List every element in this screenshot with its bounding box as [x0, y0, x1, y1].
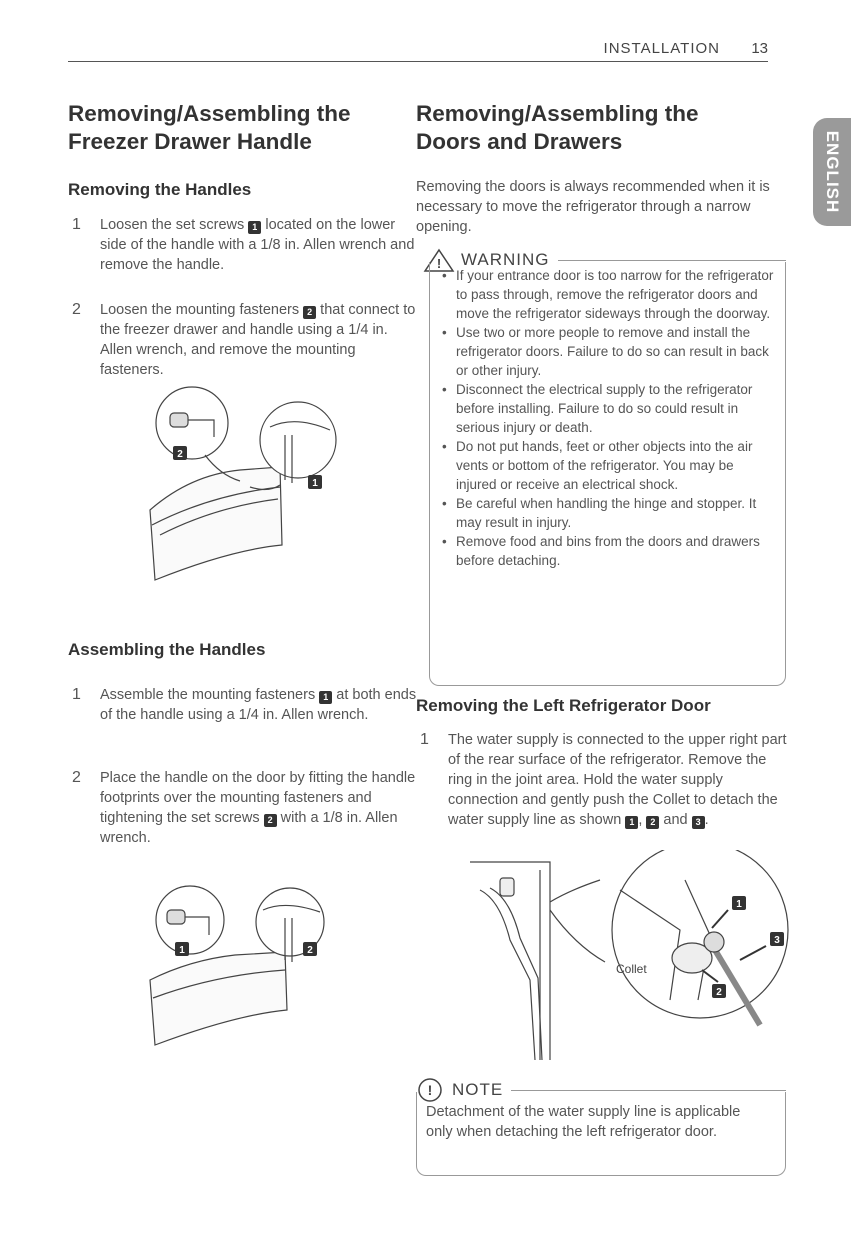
- fig2-label-b: 2: [307, 945, 313, 956]
- fig3-label-2: 2: [716, 987, 722, 998]
- handle-assembly-figure: [135, 880, 345, 1050]
- badge-1: 1: [248, 221, 261, 234]
- badge-3: 3: [692, 816, 705, 829]
- warning-item: • Do not put hands, feet or other objects into the air vents or bottom of the refrigerator. You may be injured or receive an electrical shock.: [442, 437, 774, 494]
- note-text: Detachment of the water supply line is applicable only when detaching the left refrigerator door.: [426, 1104, 741, 1140]
- water-supply-figure: [470, 850, 820, 1060]
- removing-handles-heading: Removing the Handles: [68, 180, 252, 199]
- fig2-label-a: 1: [179, 945, 185, 956]
- badge-1: 1: [319, 691, 332, 704]
- page-header: [68, 40, 768, 62]
- left-title: Removing/Assembling the Freezer Drawer Handle: [68, 101, 351, 154]
- warning-item: • Use two or more people to remove and install the refrigerator doors. Failure to do so can result in back or other injury.: [442, 323, 774, 380]
- svg-text:!: !: [436, 256, 442, 271]
- badge-2: 2: [264, 814, 277, 827]
- warning-label: WARNING: [461, 250, 550, 269]
- badge-1: 1: [625, 816, 638, 829]
- warning-item: • Be careful when handling the hinge and stopper. It may result in injury.: [442, 494, 774, 532]
- svg-text:!: !: [427, 1082, 433, 1098]
- right-title: Removing/Assembling the Doors and Drawers: [416, 101, 699, 154]
- handle-removal-figure: [130, 375, 360, 585]
- collet-label: Collet: [616, 962, 647, 976]
- language-tab: [813, 118, 851, 226]
- fig3-label-3: 3: [774, 935, 780, 946]
- warning-item: • Remove food and bins from the doors and drawers before detaching.: [442, 532, 774, 570]
- badge-2: 2: [303, 306, 316, 319]
- fig3-label-1: 1: [736, 899, 742, 910]
- note-label: NOTE: [452, 1080, 504, 1099]
- fig1-label-b: 1: [312, 478, 318, 489]
- badge-2: 2: [646, 816, 659, 829]
- page-number: 13: [751, 40, 768, 57]
- fig1-label-a: 2: [177, 449, 183, 460]
- assembling-handles-heading: Assembling the Handles: [68, 640, 266, 659]
- intro-paragraph: Removing the doors is always recommended when it is necessary to move the refrigerator through a narrow opening.: [416, 179, 770, 235]
- language-tab-label: ENGLISH: [823, 130, 842, 214]
- left-door-heading: Removing the Left Refrigerator Door: [416, 696, 711, 715]
- warning-item: • Disconnect the electrical supply to the refrigerator before installing. Failure to do so could result in serious injury or death.: [442, 380, 774, 437]
- warning-list: [442, 266, 774, 570]
- section-title: INSTALLATION: [603, 40, 720, 57]
- warning-item: • If your entrance door is too narrow for the refrigerator to pass through, remove the refrigerator doors and move the refrigerator sideways through the doorway.: [442, 266, 774, 323]
